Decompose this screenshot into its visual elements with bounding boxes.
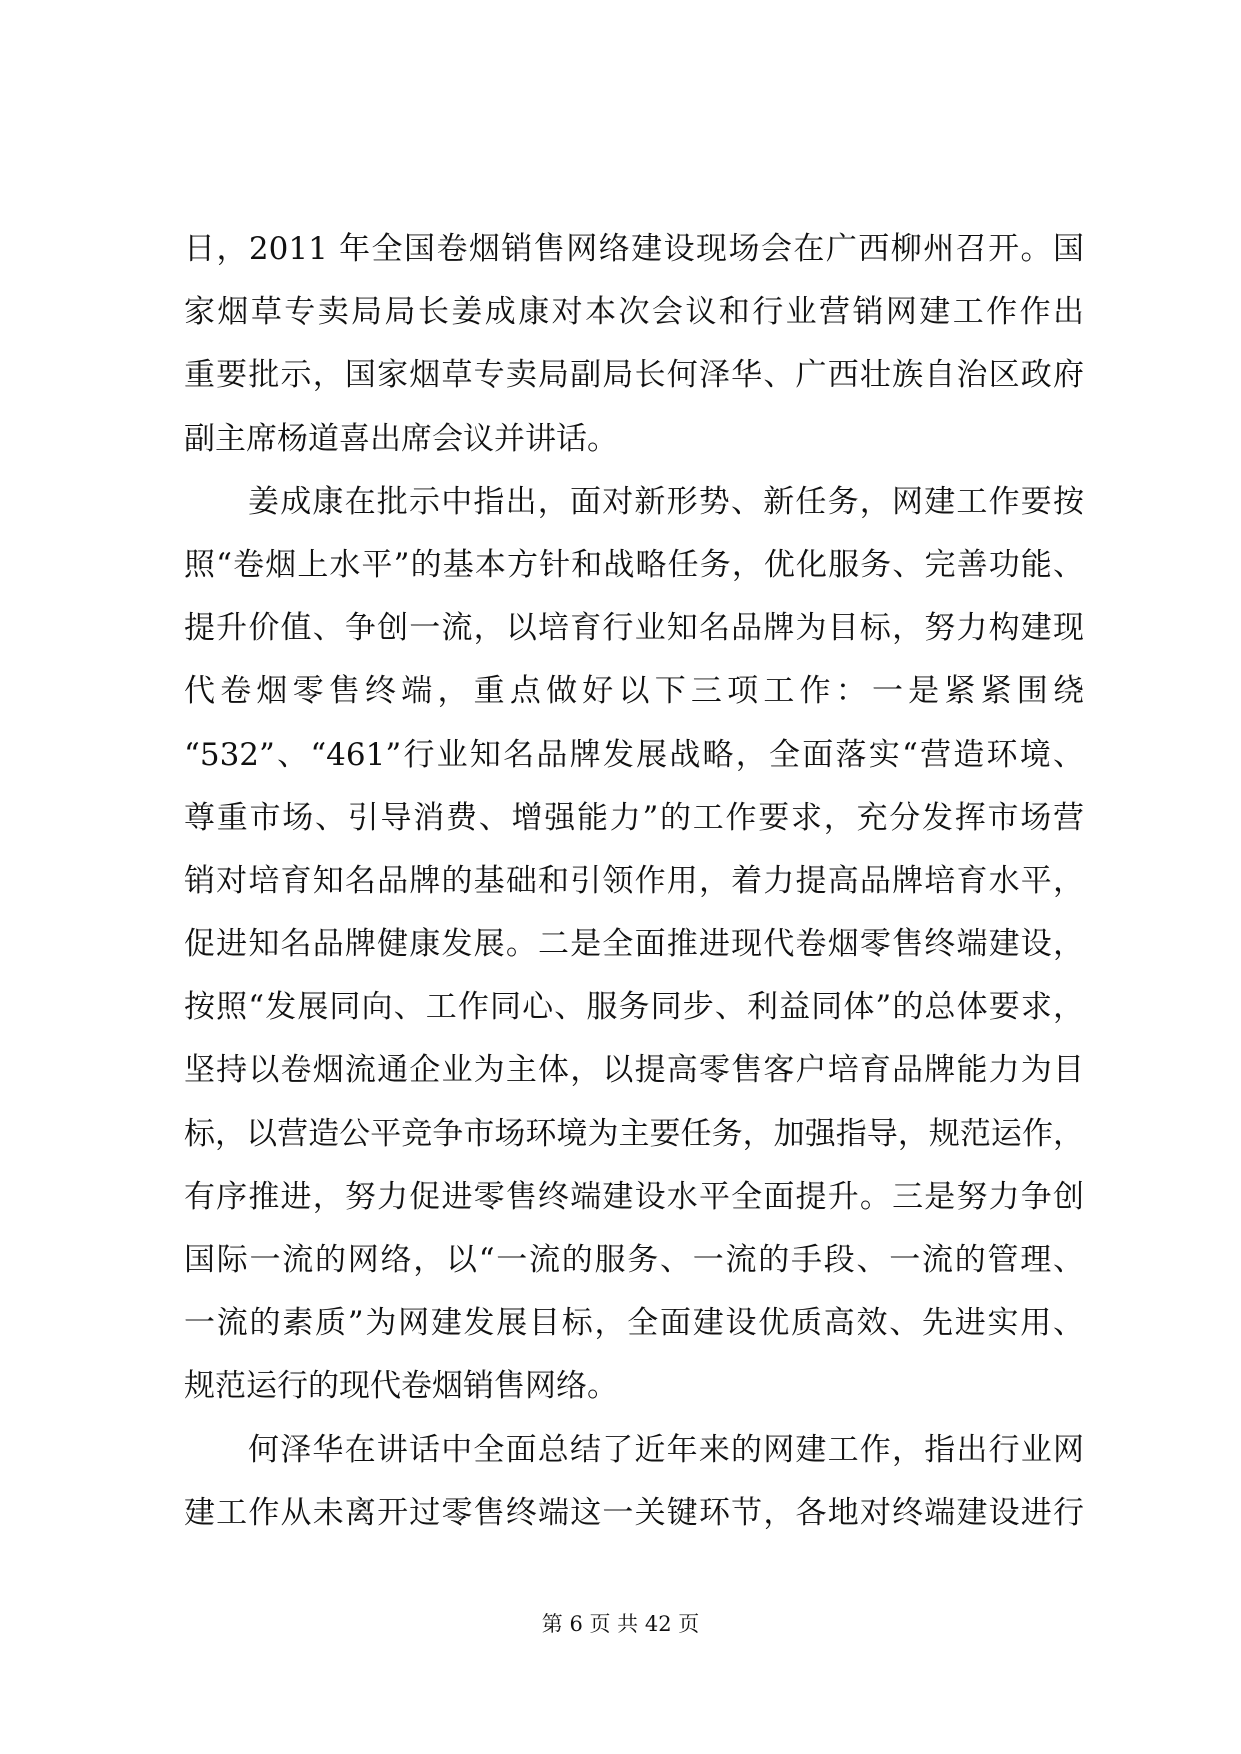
text-line: 销对培育知名品牌的基础和引领作用，着力提高品牌培育水平， [184,862,1084,899]
text-line: 日，2011 年全国卷烟销售网络建设现场会在广西柳州召开。国 [184,231,1084,267]
text-line: 姜成康在批示中指出，面对新形势、新任务，网建工作要按 [248,483,1084,520]
text-line: 何泽华在讲话中全面总结了近年来的网建工作，指出行业网 [248,1431,1084,1468]
text-line: 按照“发展同向、工作同心、服务同步、利益同体”的总体要求， [184,989,1084,1026]
text-line: 重要批示，国家烟草专卖局副局长何泽华、广西壮族自治区政府 [184,357,1084,394]
page-number-footer: 第 6 页 共 42 页 [541,1612,700,1636]
text-line: 标，以营造公平竞争市场环境为主要任务，加强指导，规范运作， [184,1115,1084,1152]
text-line: 坚持以卷烟流通企业为主体，以提高零售客户培育品牌能力为目 [184,1052,1084,1089]
text-line: 促进知名品牌健康发展。二是全面推进现代卷烟零售终端建设， [184,926,1084,963]
text-line: 家烟草专卖局局长姜成康对本次会议和行业营销网建工作作出 [184,294,1084,331]
text-line: 建工作从未离开过零售终端这一关键环节，各地对终端建设进行 [184,1494,1084,1531]
text-line: 代卷烟零售终端，重点做好以下三项工作：一是紧紧围绕 [184,673,1084,710]
text-line: 规范运行的现代卷烟销售网络。 [184,1368,618,1405]
text-line: 副主席杨道喜出席会议并讲话。 [184,420,618,457]
text-line: 国际一流的网络，以“一流的服务、一流的手段、一流的管理、 [184,1242,1084,1278]
text-line: 有序推进，努力促进零售终端建设水平全面提升。三是努力争创 [184,1178,1084,1215]
text-line: “532”、“461”行业知名品牌发展战略，全面落实“营造环境、 [184,736,1084,773]
text-line: 提升价值、争创一流，以培育行业知名品牌为目标，努力构建现 [184,610,1084,647]
text-line: 尊重市场、引导消费、增强能力”的工作要求，充分发挥市场营 [184,799,1084,836]
text-line: 一流的素质”为网建发展目标，全面建设优质高效、先进实用、 [184,1305,1084,1342]
body-text [184,229,1084,1556]
text-line: 照“卷烟上水平”的基本方针和战略任务，优化服务、完善功能、 [184,546,1084,583]
